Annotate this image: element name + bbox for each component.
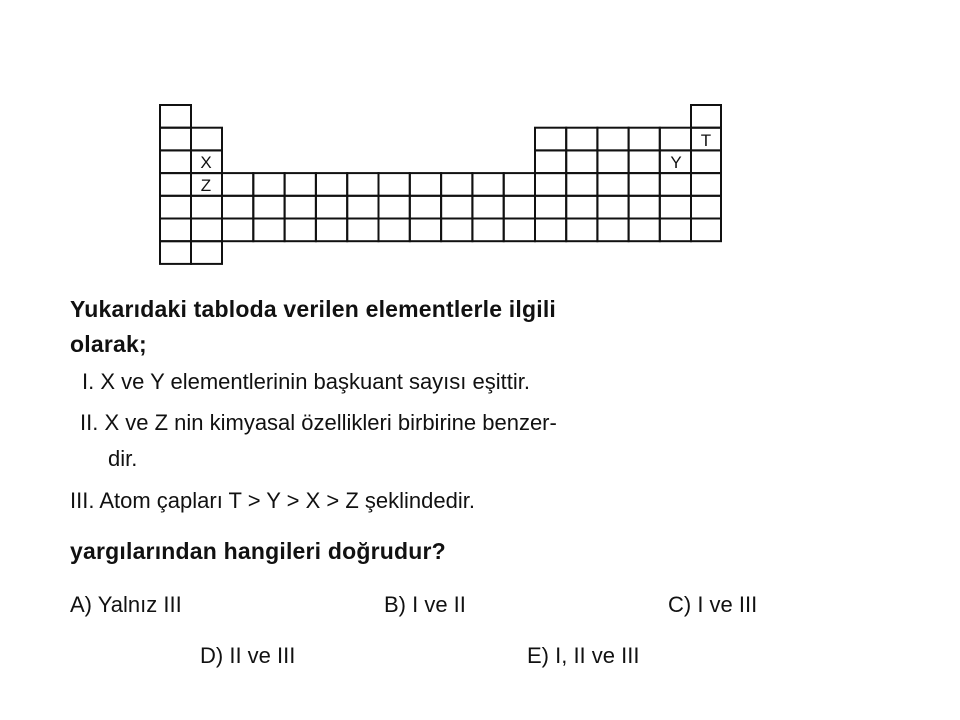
table-cell	[316, 219, 347, 242]
table-cell	[566, 173, 597, 196]
periodic-table-grid	[0, 0, 960, 280]
table-cell	[472, 173, 503, 196]
option-e[interactable]: E) I, II ve III	[527, 643, 640, 668]
table-cell	[191, 128, 222, 151]
table-cell	[472, 219, 503, 242]
table-cell	[160, 196, 191, 219]
table-cells	[160, 105, 721, 264]
table-cell	[504, 219, 535, 242]
table-cell	[160, 219, 191, 242]
table-cell	[191, 241, 222, 264]
question-stem-line2: olarak;	[70, 331, 147, 357]
table-cell	[535, 150, 566, 173]
table-cell	[347, 196, 378, 219]
option-a[interactable]: A) Yalnız III	[70, 592, 182, 617]
table-cell	[191, 196, 222, 219]
table-cell	[660, 173, 691, 196]
table-cell	[535, 173, 566, 196]
table-cell	[566, 150, 597, 173]
table-cell	[441, 173, 472, 196]
table-cell	[597, 150, 628, 173]
table-cell	[597, 173, 628, 196]
question-stem-line1: Yukarıdaki tabloda verilen elementlerle ilgili	[70, 296, 557, 322]
statement-i: I. X ve Y elementlerinin başkuant sayısı eşittir.	[82, 369, 530, 394]
table-cell	[316, 196, 347, 219]
table-cell	[535, 219, 566, 242]
table-cell	[253, 196, 284, 219]
table-cell	[566, 128, 597, 151]
option-d[interactable]: D) II ve III	[200, 643, 296, 668]
table-cell	[597, 128, 628, 151]
table-cell	[660, 128, 691, 151]
table-cell	[629, 219, 660, 242]
table-cell	[222, 173, 253, 196]
table-cell	[441, 219, 472, 242]
table-cell	[347, 173, 378, 196]
table-cell	[597, 219, 628, 242]
table-cell	[191, 219, 222, 242]
table-cell	[160, 105, 191, 128]
table-cell	[629, 150, 660, 173]
table-cell	[347, 219, 378, 242]
table-cell	[285, 196, 316, 219]
table-cell	[629, 196, 660, 219]
statement-iii: III. Atom çapları T > Y > X > Z şeklindedir.	[70, 488, 475, 513]
statement-ii-continuation: dir.	[108, 446, 138, 471]
table-cell	[629, 128, 660, 151]
table-cell	[379, 173, 410, 196]
table-cell	[691, 173, 721, 196]
table-cell	[441, 196, 472, 219]
table-cell	[566, 219, 597, 242]
element-label-z: Z	[200, 176, 212, 195]
table-cell	[253, 219, 284, 242]
option-b[interactable]: B) I ve II	[384, 592, 466, 617]
table-cell	[160, 150, 191, 173]
table-cell	[410, 173, 441, 196]
table-cell	[535, 128, 566, 151]
table-cell	[379, 196, 410, 219]
table-cell	[691, 150, 721, 173]
table-cell	[222, 219, 253, 242]
table-cell	[504, 173, 535, 196]
table-cell	[629, 173, 660, 196]
table-cell	[691, 105, 721, 128]
table-cell	[222, 196, 253, 219]
table-cell	[160, 128, 191, 151]
table-cell	[691, 219, 721, 242]
table-cell	[660, 219, 691, 242]
table-cell	[379, 219, 410, 242]
table-cell	[472, 196, 503, 219]
table-cell	[597, 196, 628, 219]
table-cell	[535, 196, 566, 219]
statement-ii: II. X ve Z nin kimyasal özellikleri birbirine benzer-	[80, 410, 557, 435]
table-cell	[160, 241, 191, 264]
table-cell	[160, 173, 191, 196]
table-cell	[410, 196, 441, 219]
table-cell	[504, 196, 535, 219]
table-cell	[691, 196, 721, 219]
question-prompt: yargılarından hangileri doğrudur?	[70, 538, 446, 564]
element-label-y: Y	[670, 153, 682, 172]
table-cell	[285, 173, 316, 196]
table-cell	[253, 173, 284, 196]
element-label-t: T	[700, 131, 712, 150]
table-cell	[410, 219, 441, 242]
table-cell	[285, 219, 316, 242]
table-cell	[316, 173, 347, 196]
table-cell	[660, 196, 691, 219]
element-label-x: X	[200, 153, 212, 172]
option-c[interactable]: C) I ve III	[668, 592, 758, 617]
table-cell	[566, 196, 597, 219]
element-labels	[200, 131, 711, 195]
